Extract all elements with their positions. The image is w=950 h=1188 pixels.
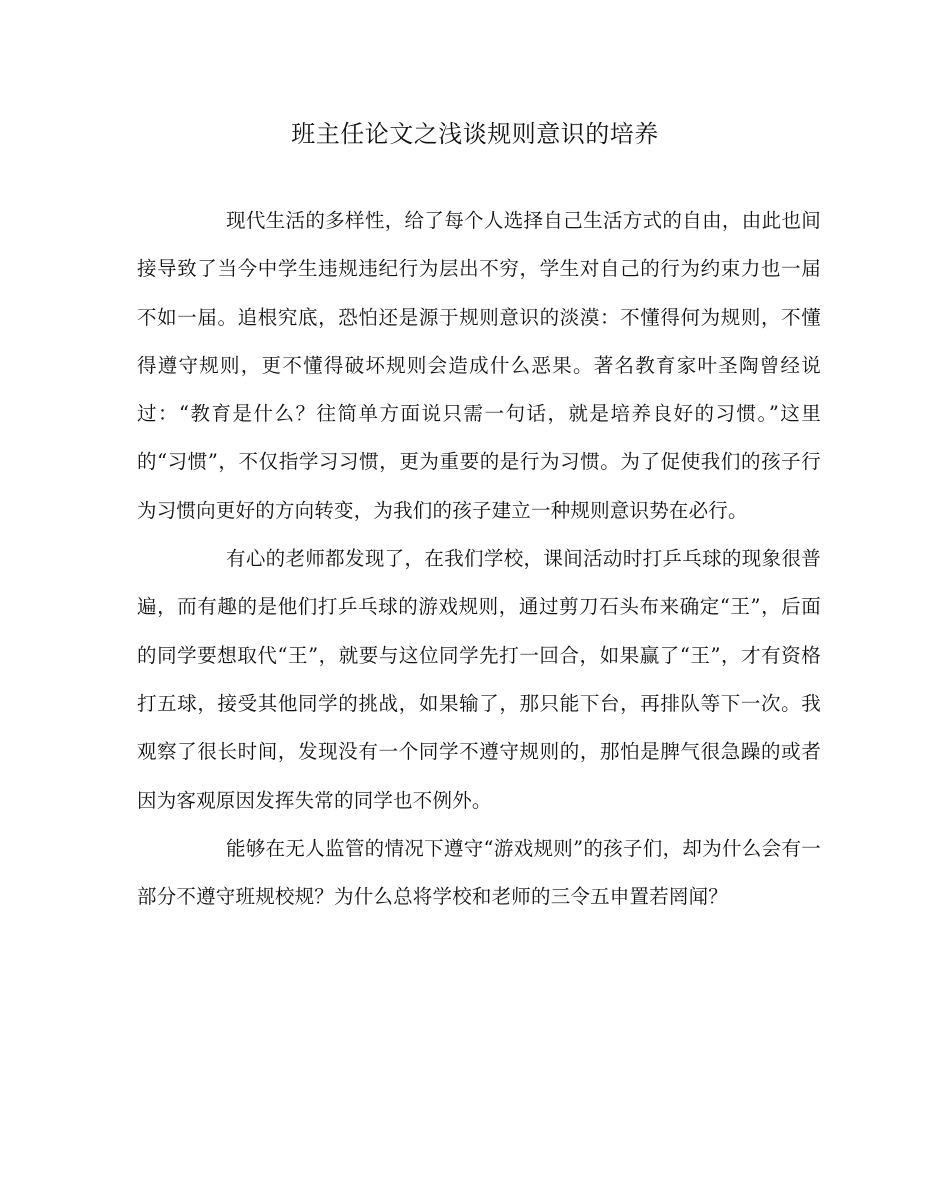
paragraph: 有心的老师都发现了，在我们学校，课间活动时打乒乓球的现象很普遍，而有趣的是他们打乒乓球的游戏规则，通过剪刀石头布来确定“王”，后面的同学要想取代“王”，就要与这位同学先打一回合，如果赢了“王”，才有资格打五球，接受其他同学的挑战，如果输了，那只能下台，再排队等下一次。我观察了很长时间，发现没有一个同学不遵守规则的，那怕是脾气很急躁的或者因为客观原因发挥失常的同学也不例外。 [137,547,821,812]
document-body [137,197,821,921]
paragraph: 现代生活的多样性，给了每个人选择自己生活方式的自由，由此也间接导致了当今中学生违规违纪行为层出不穷，学生对自己的行为约束力也一届不如一届。追根究底，恐怕还是源于规则意识的淡漠：不懂得何为规则，不懂得遵守规则，更不懂得破坏规则会造成什么恶果。著名教育家叶圣陶曾经说过：“教育是什么？往简单方面说只需一句话，就是培养良好的习惯。”这里的“习惯”，不仅指学习习惯，更为重要的是行为习惯。为了促使我们的孩子行为习惯向更好的方向转变，为我们的孩子建立一种规则意识势在必行。 [137,209,821,522]
document-title: 班主任论文之浅谈规则意识的培养 [291,120,659,148]
paragraph: 能够在无人监管的情况下遵守“游戏规则”的孩子们，却为什么会有一部分不遵守班规校规？为什么总将学校和老师的三令五申置若罔闻？ [137,836,821,909]
